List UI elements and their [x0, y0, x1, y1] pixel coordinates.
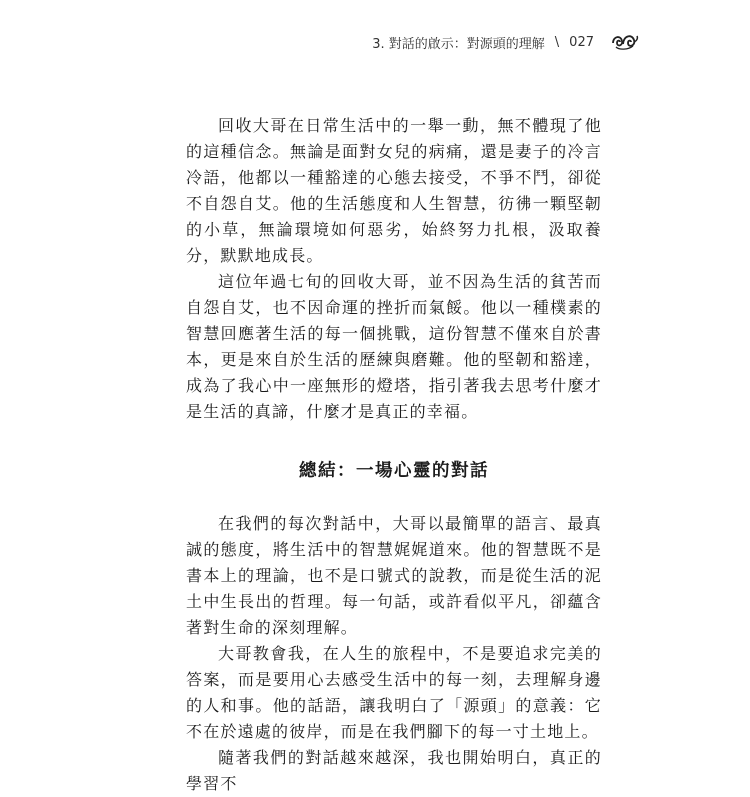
scroll-ornament-icon	[610, 30, 640, 52]
paragraph: 隨著我們的對話越來越深，我也開始明白，真正的學習不	[186, 748, 602, 793]
paragraph: 這位年過七旬的回收大哥，並不因為生活的貧苦而自怨自艾，也不因命運的挫折而氣餒。他以一種樸素的智慧回應著生活的每一個挑戰，這份智慧不僅來自於書本，更是來自於生活的歷練與磨難。他的堅韌和豁達，成為了我心中一座無形的燈塔，指引著我去思考什麼才是生活的真諦，什麼才是真正的幸福。	[186, 272, 602, 421]
section-title: 總結：一場心靈的對話	[299, 461, 489, 481]
page-number: 027	[569, 35, 594, 50]
body-text	[186, 113, 602, 797]
header-separator: \	[554, 35, 560, 50]
paragraph: 回收大哥在日常生活中的一舉一動，無不體現了他的這種信念。無論是面對女兒的病痛，還是妻子的冷言冷語，他都以一種豁達的心態去接受，不爭不鬥，卻從不自怨自艾。他的生活態度和人生智慧，彷彿一顆堅韌的小草，無論環境如何惡劣，始終努力扎根，汲取養分，默默地成長。	[186, 116, 602, 265]
chapter-title: 3. 對話的啟示：對源頭的理解	[372, 37, 545, 52]
running-header	[372, 33, 634, 52]
paragraph: 在我們的每次對話中，大哥以最簡單的語言、最真誠的態度，將生活中的智慧娓娓道來。他的智慧既不是書本上的理論，也不是口號式的說教，而是從生活的泥土中生長出的哲理。每一句話，或許看似平凡，卻蘊含著對生命的深刻理解。	[186, 514, 602, 637]
paragraph: 大哥教會我，在人生的旅程中，不是要追求完美的答案，而是要用心去感受生活中的每一刻，去理解身邊的人和事。他的話語，讓我明白了「源頭」的意義：它不在於遠處的彼岸，而是在我們腳下的每一寸土地上。	[186, 644, 602, 741]
